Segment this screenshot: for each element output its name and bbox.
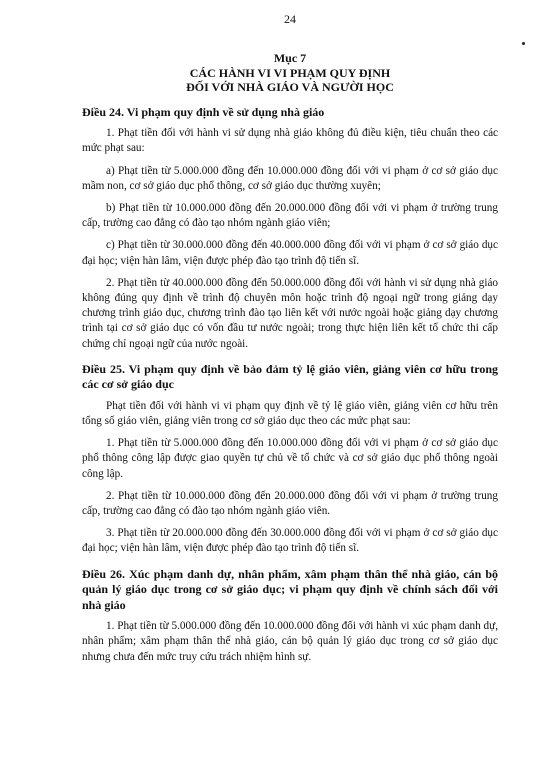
article-title: Điều 26. Xúc phạm danh dự, nhân phẩm, xâm phạm thân thể nhà giáo, cán bộ quản lý giáo dục trong cơ sở giáo dục; vi phạm quy định về chính sách đối với nhà giáo [82,566,498,612]
article-title: Điều 24. Vi phạm quy định về sử dụng nhà giáo [82,104,325,119]
article-25 [82,362,498,557]
article-paragraph: 2. Phạt tiền từ 40.000.000 đồng đến 50.000.000 đồng đối với hành vi sử dụng nhà giáo không đúng quy định về trình độ chuyên môn hoặc trình độ ngoại ngữ trong giảng dạy chương trình giáo dục, chương trình đào tạo liên kết với nước ngoài hoặc giảng dạy chương trình tại cơ sở giáo dục có vốn đầu tư nước ngoài; trong thực hiện liên kết tổ chức thi cấp chứng chỉ ngoại ngữ của nước ngoài. [82,276,498,350]
section-title-line-1: CÁC HÀNH VI VI PHẠM QUY ĐỊNH [189,65,391,80]
article-paragraph: 1. Phạt tiền từ 5.000.000 đồng đến 10.000.000 đồng đối với vi phạm ở cơ sở giáo dục phổ thông công lập được giao quyền tự chủ về tổ chức và cơ sở giáo dục phổ thông ngoài công lập. [82,437,498,480]
article-24 [82,105,498,352]
article-paragraph: 2. Phạt tiền từ 10.000.000 đồng đến 20.000.000 đồng đối với vi phạm ở trường trung cấp, trường cao đẳng có đào tạo nhóm ngành giáo viên. [82,489,498,518]
section-title-line-2: ĐỐI VỚI NHÀ GIÁO VÀ NGƯỜI HỌC [186,80,394,95]
article-title: Điều 25. Vi phạm quy định về bảo đảm tỷ lệ giáo viên, giảng viên cơ hữu trong các cơ sở giáo dục [82,361,498,392]
article-paragraph: 3. Phạt tiền từ 20.000.000 đồng đến 30.000.000 đồng đối với vi phạm ở cơ sở giáo dục đại học; viện hàn lâm, viện được phép đào tạo trình độ tiến sĩ. [82,527,498,555]
page-number: 24 [284,12,296,26]
article-paragraph: a) Phạt tiền từ 5.000.000 đồng đến 10.000.000 đồng đối với vi phạm ở cơ sở giáo dục mầm non, cơ sở giáo dục phổ thông, cơ sở giáo dục thường xuyên; [82,164,498,192]
article-paragraph: b) Phạt tiền từ 10.000.000 đồng đến 20.000.000 đồng đối với vi phạm ở trường trung cấp, trường cao đẳng có đào tạo nhóm ngành giáo viên; [82,202,498,230]
section-heading [82,51,498,95]
article-paragraph: 1. Phạt tiền đối với hành vi sử dụng nhà giáo không đủ điều kiện, tiêu chuẩn theo các mức phạt sau: [82,127,498,155]
article-paragraph: 1. Phạt tiền từ 5.000.000 đồng đến 10.000.000 đồng đối với hành vi xúc phạm danh dự, nhân phẩm; xâm phạm thân thể nhà giáo, cán bộ quản lý giáo dục trong cơ sở giáo dục nhưng chưa đến mức truy cứu trách nhiệm hình sự. [82,620,498,663]
article-paragraph: Phạt tiền đối với hành vi vi phạm quy định về tỷ lệ giáo viên, giảng viên cơ hữu trên tổng số giáo viên, giảng viên trong cơ sở giáo dục theo các mức phạt sau: [82,399,498,428]
scan-speck [522,42,525,45]
article-paragraph: c) Phạt tiền từ 30.000.000 đồng đến 40.000.000 đồng đối với vi phạm ở cơ sở giáo dục đại học; viện hàn lâm, viện được phép đào tạo trình độ tiến sĩ. [82,239,498,267]
section-label: Mục 7 [273,51,307,66]
article-26 [82,567,498,665]
